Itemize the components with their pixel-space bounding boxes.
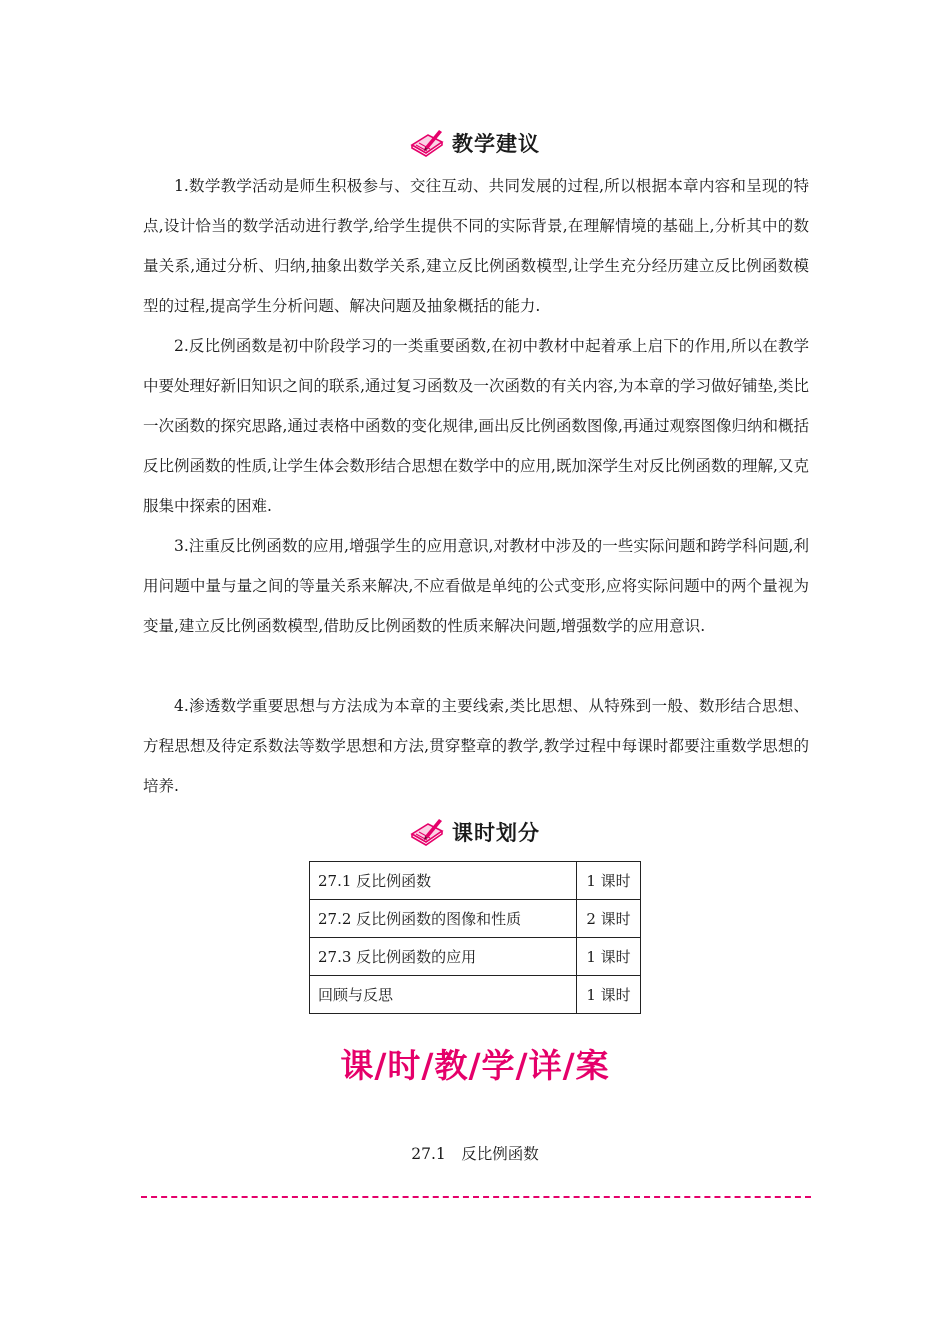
book-pen-icon: [410, 817, 444, 847]
lesson-hours: 2 课时: [577, 900, 641, 938]
suggestion-paragraph: 4.渗透数学重要思想与方法成为本章的主要线索,类比思想、从特殊到一般、数形结合思想、方程思想及待定系数法等数学思想和方法,贯穿整章的教学,教学过程中每课时都要注重数学思想的培养.: [143, 697, 809, 795]
table-row: [310, 976, 641, 1014]
section-title: 课时划分: [452, 821, 540, 845]
lesson-name: 回顾与反思: [310, 976, 577, 1014]
lesson-name: 27.2 反比例函数的图像和性质: [310, 900, 577, 938]
dashed-divider: [141, 1196, 811, 1198]
lesson-division-heading: [0, 817, 950, 847]
lesson-hours: 1 课时: [577, 938, 641, 976]
suggestion-paragraph: 1.数学教学活动是师生积极参与、交往互动、共同发展的过程,所以根据本章内容和呈现的特点,设计恰当的数学活动进行教学,给学生提供不同的实际背景,在理解情境的基础上,分析其中的数量关系,通过分析、归纳,抽象出数学关系,建立反比例函数模型,让学生充分经历建立反比例函数模型的过程,提高学生分析问题、解决问题及抽象概括的能力.: [143, 177, 809, 315]
table-row: [310, 900, 641, 938]
lesson-plan-banner: 课/时/教/学/详/案: [340, 1046, 610, 1085]
lesson-name: 27.3 反比例函数的应用: [310, 938, 577, 976]
lesson-hours: 1 课时: [577, 976, 641, 1014]
lesson-schedule-table: [309, 861, 641, 1014]
suggestion-paragraph: 3.注重反比例函数的应用,增强学生的应用意识,对教材中涉及的一些实际问题和跨学科问题,利用问题中量与量之间的等量关系来解决,不应看做是单纯的公式变形,应将实际问题中的两个量视为变量,建立反比例函数模型,借助反比例函数的性质来解决问题,增强数学的应用意识.: [143, 537, 809, 635]
teaching-suggestions-heading: [0, 128, 950, 158]
lesson-hours: 1 课时: [577, 862, 641, 900]
lesson-title: 27.1 反比例函数: [411, 1145, 539, 1163]
table-row: [310, 938, 641, 976]
suggestion-paragraph: 2.反比例函数是初中阶段学习的一类重要函数,在初中教材中起着承上启下的作用,所以在教学中要处理好新旧知识之间的联系,通过复习函数及一次函数的有关内容,为本章的学习做好铺垫,类比一次函数的探究思路,通过表格中函数的变化规律,画出反比例函数图像,再通过观察图像归纳和概括反比例函数的性质,让学生体会数形结合思想在数学中的应用,既加深学生对反比例函数的理解,又克服集中探索的困难.: [143, 337, 809, 515]
section-title: 教学建议: [452, 132, 540, 156]
lesson-name: 27.1 反比例函数: [310, 862, 577, 900]
book-pen-icon: [410, 128, 444, 158]
table-row: [310, 862, 641, 900]
